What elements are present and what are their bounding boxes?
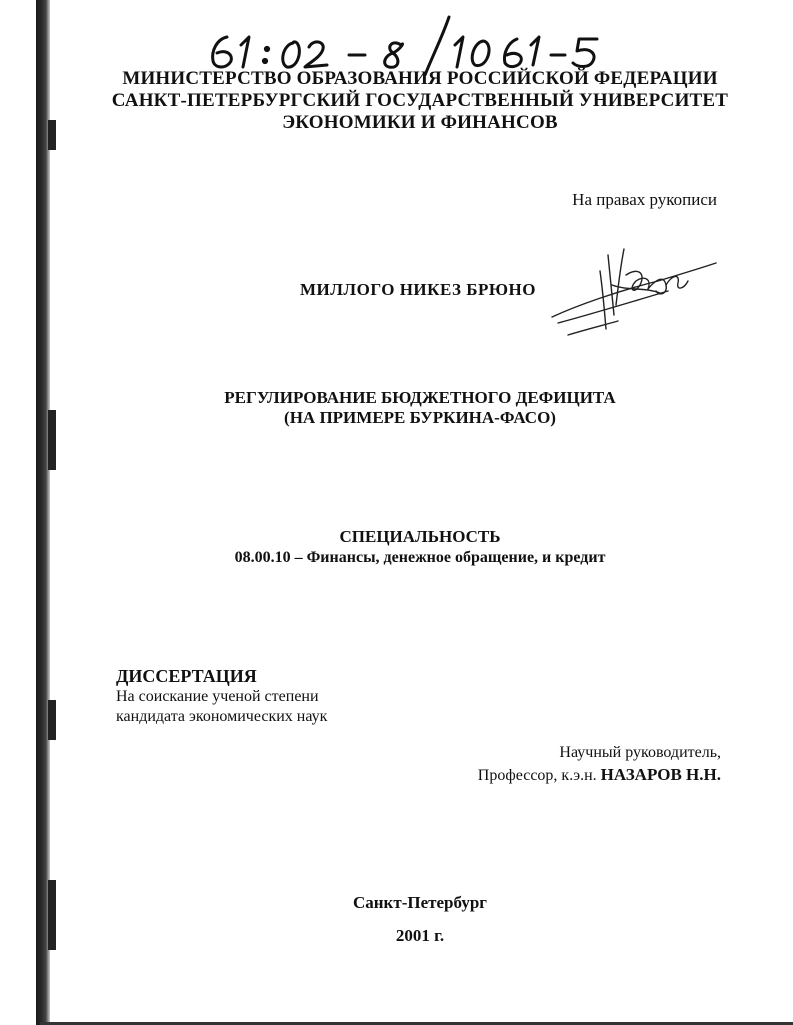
supervisor-line: [478, 764, 721, 787]
title-line-1: РЕГУЛИРОВАНИЕ БЮДЖЕТНОГО ДЕФИЦИТА: [224, 388, 616, 407]
supervisor-block: [478, 742, 721, 787]
header-ministry: МИНИСТЕРСТВО ОБРАЗОВАНИЯ РОССИЙСКОЙ ФЕДЕРАЦИИ: [122, 68, 718, 89]
scan-notch: [48, 410, 56, 470]
degree-heading: ДИССЕРТАЦИЯ: [116, 666, 257, 686]
header-faculty: ЭКОНОМИКИ И ФИНАНСОВ: [282, 112, 558, 133]
scan-notch: [48, 880, 56, 950]
specialty-block: [60, 526, 780, 568]
manuscript-note: На правах рукописи: [572, 190, 717, 209]
specialty-code: 08.00.10 – Финансы, денежное обращение, и кредит: [234, 549, 606, 566]
dissertation-title: [60, 388, 780, 428]
scan-notch: [48, 120, 56, 150]
supervisor-title: Профессор, к.э.н.: [477, 767, 597, 784]
header-university: САНКТ-ПЕТЕРБУРГСКИЙ ГОСУДАРСТВЕННЫЙ УНИВЕРСИТЕТ: [111, 90, 729, 111]
city-year-block: [60, 892, 780, 913]
specialty-heading: СПЕЦИАЛЬНОСТЬ: [339, 527, 501, 546]
supervisor-role: Научный руководитель,: [559, 744, 721, 761]
degree-line-2: кандидата экономических наук: [116, 708, 328, 725]
scan-edge-left: [36, 0, 50, 1025]
author-name: МИЛЛОГО НИКЕЗ БРЮНО: [300, 280, 536, 299]
supervisor-name: НАЗАРОВ Н.Н.: [600, 765, 721, 784]
scan-notch: [48, 700, 56, 740]
degree-line-1: На соискание ученой степени: [116, 688, 319, 705]
title-line-2: (НА ПРИМЕРЕ БУРКИНА-ФАСО): [284, 408, 556, 427]
year: 2001 г.: [395, 926, 445, 945]
degree-block: [116, 665, 327, 727]
city: Санкт-Петербург: [352, 893, 488, 912]
author-signature: [548, 245, 718, 345]
year-block: [60, 925, 780, 946]
institution-header: [60, 68, 780, 134]
